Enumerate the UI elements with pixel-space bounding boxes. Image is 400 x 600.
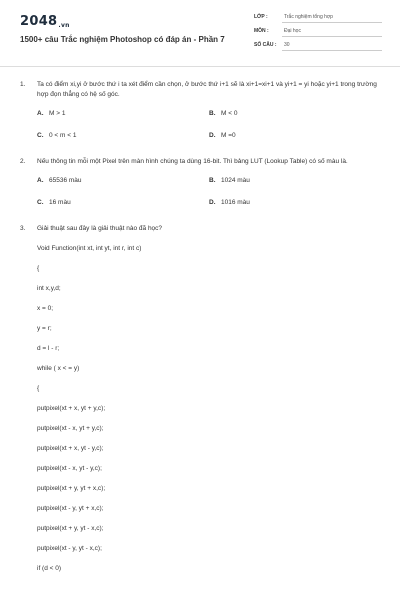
- header: [0, 0, 400, 68]
- question-text: Giải thuật sau đây là giải thuật nào đã học?: [37, 225, 163, 232]
- code-line: d = l - r;: [37, 345, 60, 352]
- option-d[interactable]: D. M =0: [209, 132, 236, 139]
- option-b[interactable]: B. M < 0: [209, 110, 238, 117]
- code-line: putpixel(xt + y, yt - x,c);: [37, 525, 104, 532]
- code-line: {: [37, 265, 40, 272]
- code-line: x = 0;: [37, 305, 54, 312]
- question-1: [20, 80, 382, 141]
- code-line: putpixel(xt + x, yt - y,c);: [37, 445, 104, 452]
- code-line: while ( x < = y): [37, 365, 80, 372]
- meta-row-count: [254, 40, 382, 54]
- logo-tld: .vn: [58, 22, 70, 29]
- document-title: 1500+ câu Trắc nghiệm Photoshop có đáp án - Phần 7: [20, 35, 225, 44]
- meta-value: 30: [282, 42, 382, 51]
- question-3: [20, 224, 382, 584]
- meta-row-class: [254, 12, 382, 26]
- question-text: Nếu thông tin mỗi một Pixel trên màn hình chúng ta dùng 16-bit. Thì bảng LUT (Lookup Table) có số màu là.: [37, 158, 348, 165]
- code-line: putpixel(xt + y, yt + x,c);: [37, 485, 106, 492]
- code-line: Void Function(int xt, int yt, int r, int c): [37, 245, 142, 252]
- code-line: putpixel(xt - y, yt - x,c);: [37, 545, 102, 552]
- code-line: putpixel(xt - x, yt + y,c);: [37, 425, 104, 432]
- meta-label: LỚP :: [254, 14, 268, 20]
- site-logo[interactable]: [20, 14, 70, 29]
- option-a[interactable]: A. M > 1: [37, 110, 66, 117]
- option-c[interactable]: C. 0 < m < 1: [37, 132, 77, 139]
- question-number: 1.: [20, 81, 26, 88]
- question-2: [20, 157, 382, 208]
- meta-info: [254, 12, 382, 54]
- option-a[interactable]: A. 65536 màu: [37, 177, 82, 184]
- question-list: [20, 80, 382, 584]
- question-number: 2.: [20, 158, 26, 165]
- code-line: int x,y,d;: [37, 285, 61, 292]
- code-line: putpixel(xt - y, yt + x,c);: [37, 505, 104, 512]
- code-block: [37, 244, 382, 584]
- meta-value: Đại học: [282, 28, 382, 37]
- question-number: 3.: [20, 225, 26, 232]
- code-line: putpixel(xt - x, yt - y,c);: [37, 465, 102, 472]
- answer-options: [37, 176, 382, 208]
- meta-label: SỐ CÂU :: [254, 42, 277, 48]
- logo-text: 2048: [20, 14, 58, 29]
- code-line: putpixel(xt + x, yt + y,c);: [37, 405, 106, 412]
- question-text: Ta có điểm xi,yi ở bước thứ i ta xét điểm cần chọn, ở bước thứ i+1 sẽ là xi+1=xi+1 và yi+1 = yi hoặc yi+1 trong trường hợp đọn thẳng có hệ số góc.: [37, 81, 377, 98]
- answer-options: [37, 109, 382, 141]
- meta-label: MÔN :: [254, 28, 269, 34]
- code-line: y = r;: [37, 325, 52, 332]
- option-b[interactable]: B. 1024 màu: [209, 177, 250, 184]
- option-d[interactable]: D. 1016 màu: [209, 199, 250, 206]
- meta-row-subject: [254, 26, 382, 40]
- option-c[interactable]: C. 16 màu: [37, 199, 71, 206]
- code-line: {: [37, 385, 40, 392]
- header-divider: [0, 66, 400, 67]
- meta-value: Trắc nghiệm tổng hợp: [282, 14, 382, 23]
- code-line: if (d < 0): [37, 565, 62, 572]
